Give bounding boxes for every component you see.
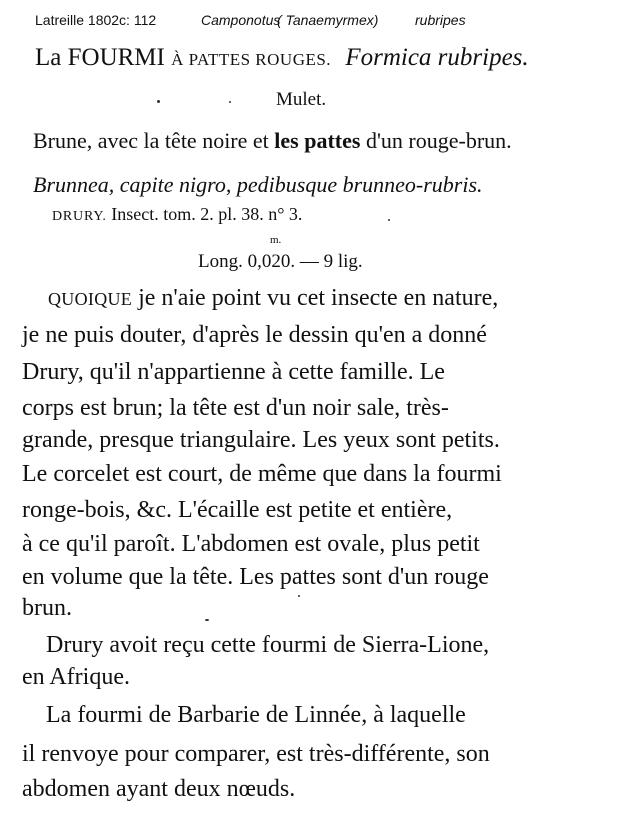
paragraph1-lead-word: QUOIQUE xyxy=(48,289,133,309)
paragraph1-line-2: je ne puis douter, d'après le dessin qu'en a donné xyxy=(22,322,487,348)
paragraph1-line-7: ronge-bois, &c. L'écaille est petite et entière, xyxy=(22,497,453,523)
paragraph3-line-3: abdomen ayant deux nœuds. xyxy=(22,776,296,802)
scan-speck xyxy=(388,219,390,221)
scan-speck xyxy=(205,619,209,621)
paragraph1-line-8: à ce qu'il paroît. L'abdomen est ovale, plus petit xyxy=(22,531,480,557)
title-article: La xyxy=(35,44,62,71)
scan-speck xyxy=(298,595,300,597)
species-name: rubripes xyxy=(415,12,466,28)
description-suffix: d'un rouge-brun. xyxy=(360,128,512,153)
title-fourmi: FOURMI xyxy=(67,44,165,71)
length-unit-superscript: m. xyxy=(270,234,282,246)
paragraph1-line-5: grande, presque triangulaire. Les yeux sont petits. xyxy=(22,427,500,453)
paragraph2-line-1: Drury avoit reçu cette fourmi de Sierra-Lione, xyxy=(46,632,490,658)
description-bold: les pattes xyxy=(274,128,361,153)
literature-reference xyxy=(52,204,302,225)
paragraph3-line-1: La fourmi de Barbarie de Linnée, à laquelle xyxy=(46,702,466,728)
length-measurement: Long. 0,020. — 9 lig. xyxy=(198,251,363,272)
subgenus-name: ( Tanaemyrmex) xyxy=(277,12,379,28)
paragraph1-line-3: Drury, qu'il n'appartienne à cette famille. Le xyxy=(22,359,445,385)
paragraph2-line-2: en Afrique. xyxy=(22,664,130,690)
species-title xyxy=(35,44,529,72)
paragraph1-line-1-text: je n'aie point vu cet insecte en nature, xyxy=(132,285,499,311)
reference-text: Insect. tom. 2. pl. 38. n° 3. xyxy=(111,204,303,224)
caste-label: Mulet. xyxy=(276,89,327,110)
paragraph1-line-9: en volume que la tête. Les pattes sont d'un rouge xyxy=(22,564,489,590)
title-latin-name: Formica rubripes. xyxy=(345,44,529,71)
french-description xyxy=(33,128,512,154)
paragraph1-line-10: brun. xyxy=(22,595,72,621)
paragraph1-line-4: corps est brun; la tête est d'un noir sale, très- xyxy=(22,395,449,421)
citation-reference: Latreille 1802c: 112 xyxy=(35,12,157,28)
paragraph3-line-2: il renvoye pour comparer, est très-différente, son xyxy=(22,741,490,767)
reference-author: DRURY. xyxy=(52,209,107,224)
title-common-name: À PATTES ROUGES. xyxy=(171,50,332,69)
latin-description: Brunnea, capite nigro, pedibusque brunneo-rubris. xyxy=(33,172,483,197)
description-prefix: Brune, avec la tête noire et xyxy=(33,128,275,153)
paragraph1-line-1 xyxy=(48,285,498,312)
paragraph1-line-6: Le corcelet est court, de même que dans la fourmi xyxy=(22,461,502,487)
scan-speck xyxy=(229,101,231,103)
genus-name: Camponotus xyxy=(201,12,281,28)
scan-speck xyxy=(157,100,160,103)
